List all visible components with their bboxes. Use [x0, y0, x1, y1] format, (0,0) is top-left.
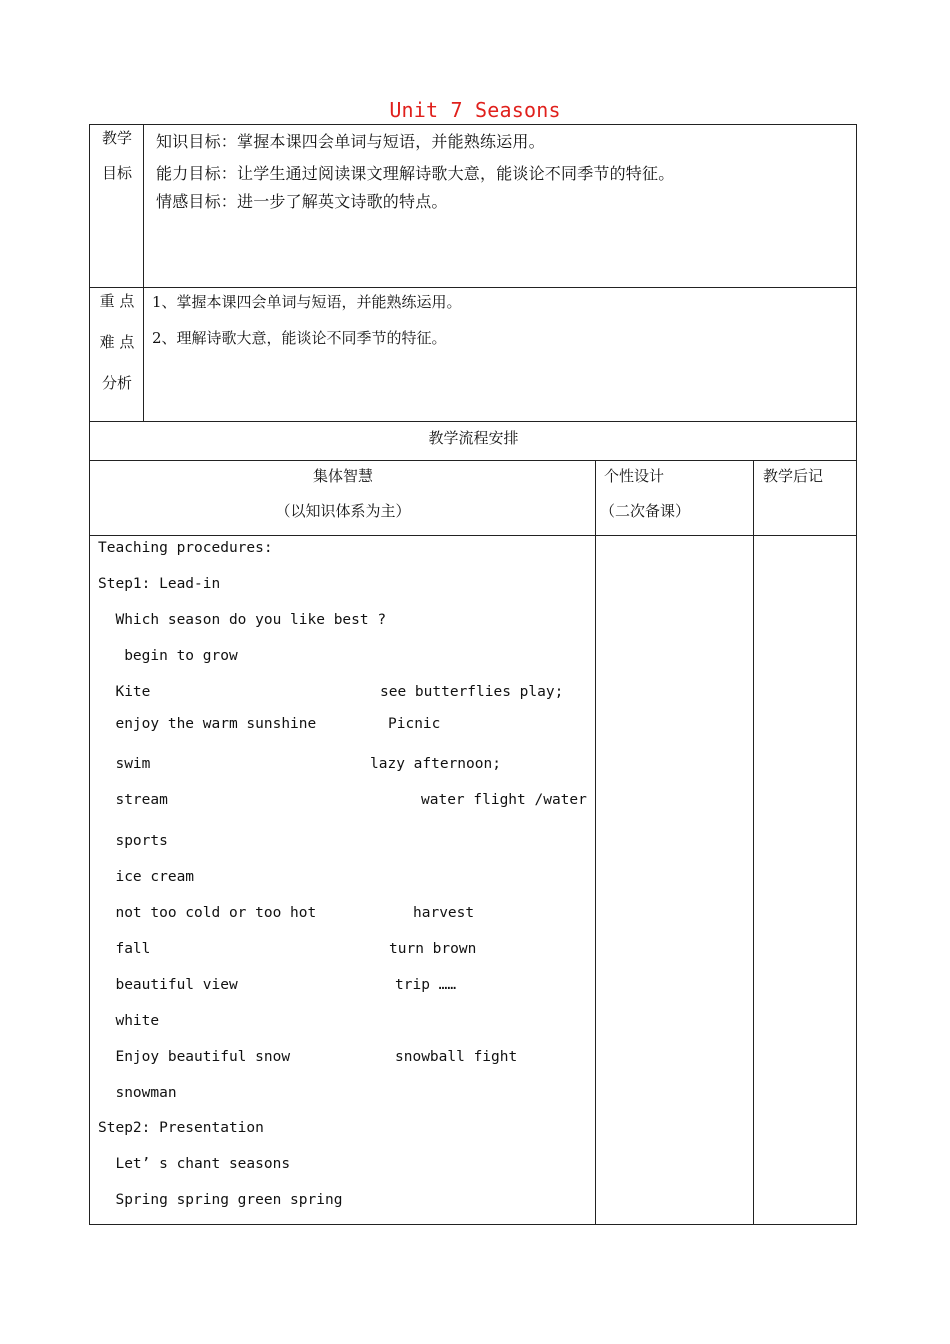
- procedure-line: swim: [98, 756, 151, 772]
- procedure-line-right: lazy afternoon;: [370, 756, 501, 772]
- procedure-line-right: harvest: [413, 905, 475, 921]
- procedure-line-right: water flight /water: [421, 792, 587, 808]
- col3-title: 教学后记: [763, 467, 824, 485]
- table-right-border: [856, 124, 857, 1225]
- divider-columns-header: [90, 535, 857, 536]
- goals-label-2: 目标: [101, 164, 132, 182]
- flow-header: 教学流程安排: [428, 429, 519, 447]
- procedure-line-right: see butterflies play;: [380, 684, 564, 700]
- col2-title: 个性设计: [604, 467, 665, 485]
- procedure-line: Step2: Presentation: [98, 1120, 264, 1136]
- divider-col2-col3: [753, 460, 754, 1225]
- procedure-line-right: snowball fight: [395, 1049, 518, 1065]
- procedure-line: not too cold or too hot: [98, 905, 317, 921]
- keypoints-label-3: 分析: [101, 374, 132, 392]
- procedure-line: begin to grow: [98, 648, 238, 664]
- divider-flow-header: [90, 460, 857, 461]
- procedure-line-right: turn brown: [389, 941, 477, 957]
- page-title: Unit 7 Seasons: [389, 98, 561, 122]
- procedure-line-right: Picnic: [388, 716, 441, 732]
- procedure-line: ice cream: [98, 869, 195, 885]
- divider-keypoints: [90, 421, 857, 422]
- procedure-line: sports: [98, 833, 168, 849]
- procedure-line: Teaching procedures:: [98, 540, 273, 556]
- keypoints-label-1: 重 点: [99, 292, 135, 310]
- keypoints-label-2: 难 点: [99, 333, 135, 351]
- table-bottom-border: [90, 1224, 857, 1225]
- goals-label-1: 教学: [101, 129, 132, 147]
- table-top-border: [90, 124, 857, 125]
- procedure-line: Spring spring green spring: [98, 1192, 343, 1208]
- procedure-line: fall: [98, 941, 151, 957]
- procedure-line: Enjoy beautiful snow: [98, 1049, 291, 1065]
- goal-knowledge: 知识目标：掌握本课四会单词与短语，并能熟练运用。: [156, 132, 545, 151]
- divider-goals: [90, 287, 857, 288]
- procedure-line: Let’ s chant seasons: [98, 1156, 291, 1172]
- goal-emotion: 情感目标：进一步了解英文诗歌的特点。: [156, 192, 448, 211]
- goal-ability: 能力目标：让学生通过阅读课文理解诗歌大意，能谈论不同季节的特征。: [156, 164, 675, 183]
- procedure-line: Kite: [98, 684, 151, 700]
- keypoint-2: 2、理解诗歌大意，能谈论不同季节的特征。: [152, 329, 447, 347]
- procedure-line-right: trip ……: [395, 977, 457, 993]
- col2-subtitle: （二次备课）: [600, 502, 691, 520]
- divider-col1-col2: [595, 460, 596, 1225]
- procedure-line: beautiful view: [98, 977, 238, 993]
- col1-subtitle: （以知识体系为主）: [275, 502, 411, 520]
- keypoint-1: 1、掌握本课四会单词与短语，并能熟练运用。: [152, 293, 462, 311]
- procedure-line: enjoy the warm sunshine: [98, 716, 317, 732]
- procedure-line: stream: [98, 792, 168, 808]
- procedure-line: Step1: Lead-in: [98, 576, 221, 592]
- procedure-line: Which season do you like best ?: [98, 612, 387, 628]
- procedure-line: snowman: [98, 1085, 177, 1101]
- procedure-line: white: [98, 1013, 160, 1029]
- col1-title: 集体智慧: [312, 467, 373, 485]
